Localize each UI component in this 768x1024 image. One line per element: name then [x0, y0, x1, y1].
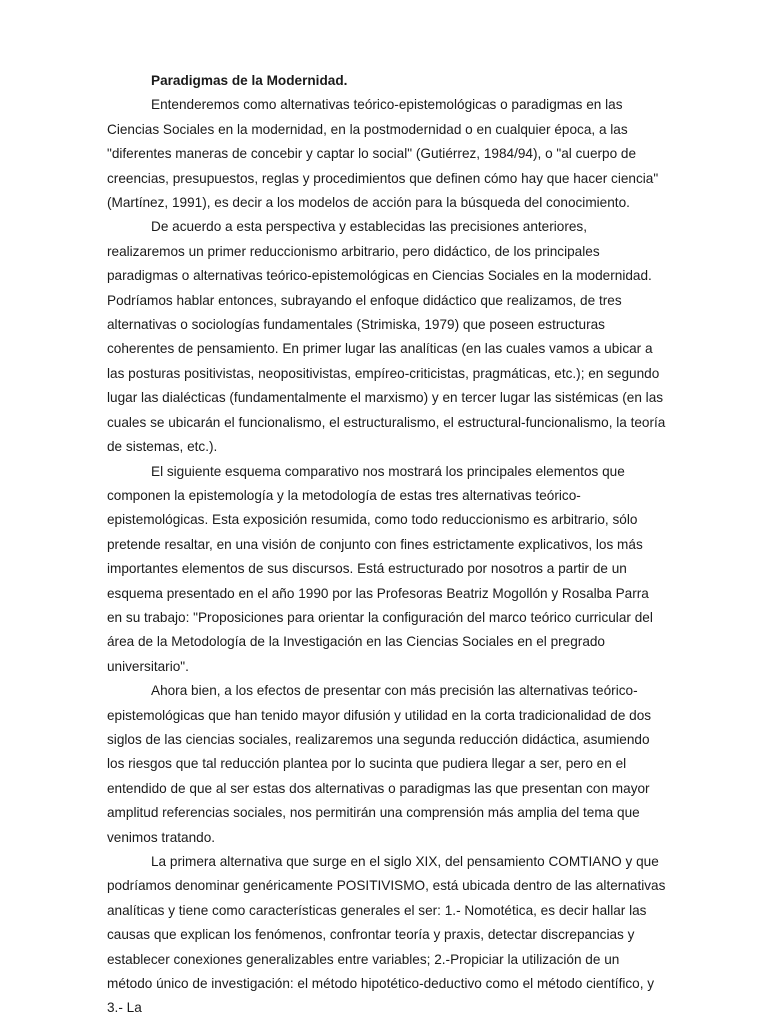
paragraph-definition: Entenderemos como alternativas teórico-epistemológicas o paradigmas en las Ciencias Sociales en la modernidad, en la postmodernidad o en cualquier época, a las "diferentes maneras de concebir y captar lo social" (Gutiérrez, 1984/94), o "al cuerpo de creencias, presupuestos, reglas y procedimientos que definen cómo hay que hacer ciencia"(Martínez, 1991), es decir a los modelos de acción para la búsqueda del conocimiento. [107, 97, 659, 211]
section-title: Paradigmas de la Modernidad. [151, 73, 348, 88]
paragraph-reduccionismo: De acuerdo a esta perspectiva y establecidas las precisiones anteriores, realizaremos un primer reduccionismo arbitrario, pero didáctico, de los principales paradigmas o alternativas teórico-epistemológicas en Ciencias Sociales en la modernidad. Podríamos hablar entonces, subrayando el enfoque didáctico que realizamos, de tres alternativas o sociologías fundamentales (Strimiska, 1979) que poseen estructuras coherentes de pensamiento. En primer lugar las analíticas (en las cuales vamos a ubicar a las posturas positivistas, neopositivistas, empíreo-criticistas, pragmáticas, etc.); en segundo lugar las dialécticas (fundamentalmente el marxismo) y en tercer lugar las sistémicas (en las cuales se ubicarán el funcionalismo, el estructuralismo, el estructural-funcionalismo, la teoría de sistemas, etc.). [107, 219, 666, 455]
paragraph-positivismo: La primera alternativa que surge en el siglo XIX, del pensamiento COMTIANO y que podríamos denominar genéricamente POSITIVISMO, está ubicada dentro de las alternativas analíticas y tiene como características generales el ser: 1.- Nomotética, es decir hallar las causas que explican los fenómenos, confrontar teoría y praxis, detectar discrepancias y establecer conexiones generalizables entre variables; 2.-Propiciar la utilización de un método único de investigación: el método hipotético-deductivo como el método científico, y 3.- La [107, 854, 666, 1016]
document-body [107, 69, 667, 1021]
paragraph-segunda-reduccion: Ahora bien, a los efectos de presentar con más precisión las alternativas teórico-epistemológicas que han tenido mayor difusión y utilidad en la corta tradicionalidad de dos siglos de las ciencias sociales, realizaremos una segunda reducción didáctica, asumiendo los riesgos que tal reducción plantea por lo sucinta que pudiera llegar a ser, pero en el entendido de que al ser estas dos alternativas o paradigmas las que presentan con mayor amplitud referencias sociales, nos permitirán una comprensión más amplia del tema que venimos tratando. [107, 683, 652, 845]
paragraph-esquema: El siguiente esquema comparativo nos mostrará los principales elementos que componen la epistemología y la metodología de estas tres alternativas teórico-epistemológicas. Esta exposición resumida, como todo reduccionismo es arbitrario, sólo pretende resaltar, en una visión de conjunto con fines estrictamente explicativos, los más importantes elementos de sus discursos. Está estructurado por nosotros a partir de un esquema presentado en el año 1990 por las Profesoras Beatriz Mogollón y Rosalba Parra en su trabajo: "Proposiciones para orientar la configuración del marco teórico curricular del área de la Metodología de la Investigación en las Ciencias Sociales en el pregrado universitario". [107, 463, 653, 674]
